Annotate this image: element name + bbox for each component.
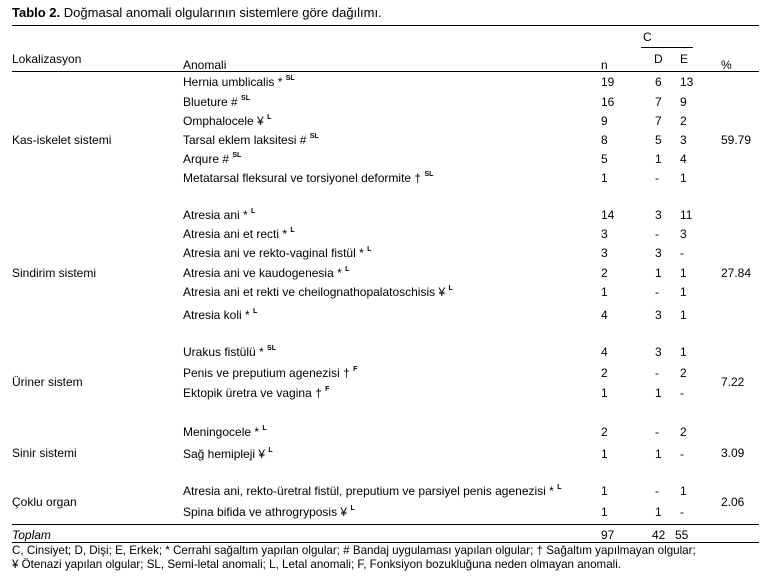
cell-d: - xyxy=(655,285,659,299)
footnote-line-2: ¥ Ötenazi yapılan olgular; SL, Semi-letal anomali; L, Letal anomali; F, Fonksiyon bozukluğuna neden olmayan anomali. xyxy=(12,558,622,571)
cell-e: 13 xyxy=(680,75,694,89)
anomali-cell xyxy=(183,425,267,439)
anomali-cell xyxy=(183,171,433,185)
cell-d: - xyxy=(655,366,659,380)
anomali-sup: L xyxy=(262,425,267,432)
anomali-cell xyxy=(183,484,561,498)
anomali-text: Metatarsal fleksural ve torsiyonel deformite † xyxy=(183,171,422,185)
cell-e: 1 xyxy=(680,484,687,498)
anomali-text: Atresia ani et rekti ve cheilognathopalatoschisis ¥ xyxy=(183,285,446,299)
cell-d: 3 xyxy=(655,246,662,260)
cell-d: 1 xyxy=(655,505,662,519)
cell-e: 2 xyxy=(680,425,687,439)
group-pct: 7.22 xyxy=(721,375,745,389)
cell-n: 19 xyxy=(601,75,615,89)
footnote xyxy=(12,544,762,572)
anomali-sup: SL xyxy=(309,133,319,140)
cell-n: 2 xyxy=(601,425,608,439)
cell-d: 1 xyxy=(655,447,662,461)
anomali-sup: L xyxy=(290,227,295,234)
cell-e: 3 xyxy=(680,133,687,147)
cell-n: 8 xyxy=(601,133,608,147)
cell-n: 2 xyxy=(601,366,608,380)
anomali-text: Blueture # xyxy=(183,95,238,109)
cell-d: 1 xyxy=(655,386,662,400)
header-d: D xyxy=(654,52,663,66)
group-pct: 59.79 xyxy=(721,133,752,147)
anomali-cell xyxy=(183,366,357,380)
table-title-text: Doğmasal anomali olgularının sistemlere göre dağılımı. xyxy=(63,5,382,20)
anomali-text: Ektopik üretra ve vagina † xyxy=(183,386,322,400)
group-name: Kas-iskelet sistemi xyxy=(12,133,112,147)
cell-n: 1 xyxy=(601,447,608,461)
cell-d: 3 xyxy=(655,308,662,322)
anomali-cell xyxy=(183,308,257,322)
group-pct: 2.06 xyxy=(721,495,745,509)
total-rule xyxy=(12,524,759,525)
top-rule xyxy=(12,25,759,26)
footnote-line-1: C, Cinsiyet; D, Dişi; E, Erkek; * Cerrahi sağaltım yapılan olgular; # Bandaj uygulaması yapılan olgular; † Sağaltım yapılmayan olgular; xyxy=(12,544,696,557)
anomali-cell xyxy=(183,285,453,299)
anomali-sup: L xyxy=(367,246,372,253)
anomali-text: Tarsal eklem laksitesi # xyxy=(183,133,307,147)
cell-d: - xyxy=(655,484,659,498)
group-name: Sindirim sistemi xyxy=(12,266,97,280)
anomali-cell xyxy=(183,246,371,260)
cell-e: 11 xyxy=(680,208,693,222)
header-e: E xyxy=(680,52,689,66)
anomali-cell xyxy=(183,386,329,400)
anomali-text: Penis ve preputium agenezisi † xyxy=(183,366,350,380)
anomali-cell xyxy=(183,114,271,128)
cell-d: - xyxy=(655,171,659,185)
cell-e: 1 xyxy=(680,345,687,359)
anomali-text: Atresia ani, rekto-üretral fistül, preputium ve parsiyel penis agenezisi * xyxy=(183,484,554,498)
cell-e: 2 xyxy=(680,114,687,128)
cell-n: 1 xyxy=(601,386,608,400)
anomali-cell xyxy=(183,95,250,109)
group-name: Üriner sistem xyxy=(12,375,83,389)
anomali-text: Meningocele * xyxy=(183,425,260,439)
anomali-text: Sağ hemipleji ¥ xyxy=(183,447,266,461)
cell-d: - xyxy=(655,425,659,439)
cell-d: 3 xyxy=(655,345,662,359)
anomali-text: Arqure # xyxy=(183,152,230,166)
total-d: 42 xyxy=(652,528,666,542)
cell-e: 3 xyxy=(680,227,687,241)
cell-e: - xyxy=(680,505,684,519)
table-title xyxy=(12,6,382,20)
cell-n: 9 xyxy=(601,114,608,128)
anomali-text: Hernia umblicalis * xyxy=(183,75,283,89)
cell-d: 1 xyxy=(655,152,662,166)
anomali-sup: SL xyxy=(424,171,434,178)
cell-n: 5 xyxy=(601,152,608,166)
header-pct: % xyxy=(721,58,732,72)
cell-e: - xyxy=(680,246,684,260)
anomali-cell xyxy=(183,505,355,519)
total-label: Toplam xyxy=(12,528,51,542)
cell-e: - xyxy=(680,447,684,461)
group-pct: 3.09 xyxy=(721,446,745,460)
cell-e: 1 xyxy=(680,285,687,299)
cell-d: - xyxy=(655,227,659,241)
anomali-cell xyxy=(183,345,276,359)
group-name: Çoklu organ xyxy=(12,495,77,509)
cell-d: 1 xyxy=(655,266,662,280)
cell-e: 1 xyxy=(680,171,687,185)
cell-e: 4 xyxy=(680,152,687,166)
cell-e: 1 xyxy=(680,308,687,322)
cell-n: 16 xyxy=(601,95,615,109)
anomali-text: Atresia ani * xyxy=(183,208,248,222)
cell-n: 2 xyxy=(601,266,608,280)
cell-e: 2 xyxy=(680,366,687,380)
group-name: Sinir sistemi xyxy=(12,446,77,460)
cell-e: - xyxy=(680,386,684,400)
anomali-sup: F xyxy=(325,386,330,393)
anomali-sup: L xyxy=(253,308,258,315)
anomali-sup: SL xyxy=(241,95,250,102)
anomali-cell xyxy=(183,208,255,222)
header-anomali: Anomali xyxy=(183,58,227,72)
anomali-sup: L xyxy=(345,266,350,273)
header-n: n xyxy=(601,58,608,72)
anomali-sup: L xyxy=(251,208,256,215)
anomali-sup: L xyxy=(268,447,273,454)
anomali-sup: L xyxy=(557,484,562,491)
total-e: 55 xyxy=(675,528,689,542)
cell-d: 3 xyxy=(655,208,662,222)
anomali-text: Atresia koli * xyxy=(183,308,250,322)
anomali-cell xyxy=(183,152,241,166)
anomali-sup: L xyxy=(267,114,272,121)
anomali-sup: SL xyxy=(267,345,276,352)
total-n: 97 xyxy=(601,528,615,542)
cell-d: 7 xyxy=(655,114,662,128)
group-pct: 27.84 xyxy=(721,266,752,280)
cell-n: 1 xyxy=(601,171,608,185)
anomali-text: Atresia ani et recti * xyxy=(183,227,288,241)
anomali-cell xyxy=(183,266,349,280)
anomali-cell xyxy=(183,447,273,461)
cell-n: 1 xyxy=(601,505,608,519)
cell-n: 3 xyxy=(601,227,608,241)
table-title-label: Tablo 2. xyxy=(12,5,61,20)
anomali-cell xyxy=(183,227,295,241)
anomali-text: Atresia ani ve kaudogenesia * xyxy=(183,266,342,280)
anomali-cell xyxy=(183,133,319,147)
cell-n: 4 xyxy=(601,308,608,322)
anomali-text: Spina bifida ve athrogryposis ¥ xyxy=(183,505,348,519)
bottom-rule xyxy=(12,542,759,543)
cell-n: 1 xyxy=(601,285,608,299)
cell-n: 4 xyxy=(601,345,608,359)
cell-n: 1 xyxy=(601,484,608,498)
anomali-cell xyxy=(183,75,295,89)
cell-d: 7 xyxy=(655,95,662,109)
cell-n: 14 xyxy=(601,208,615,222)
cell-d: 5 xyxy=(655,133,662,147)
anomali-text: Omphalocele ¥ xyxy=(183,114,264,128)
header-rule xyxy=(12,71,759,72)
cell-e: 9 xyxy=(680,95,687,109)
anomali-sup: L xyxy=(350,505,355,512)
header-c: C xyxy=(643,30,652,44)
cell-e: 1 xyxy=(680,266,687,280)
anomali-text: Atresia ani ve rekto-vaginal fistül * xyxy=(183,246,364,260)
anomali-sup: L xyxy=(448,285,453,292)
anomali-sup: F xyxy=(353,366,358,373)
c-underline xyxy=(641,47,693,48)
header-lokalizasyon: Lokalizasyon xyxy=(12,52,82,66)
anomali-text: Urakus fistülü * xyxy=(183,345,264,359)
cell-n: 3 xyxy=(601,246,608,260)
cell-d: 6 xyxy=(655,75,662,89)
anomali-sup: SL xyxy=(232,152,242,159)
anomali-sup: SL xyxy=(285,75,295,82)
